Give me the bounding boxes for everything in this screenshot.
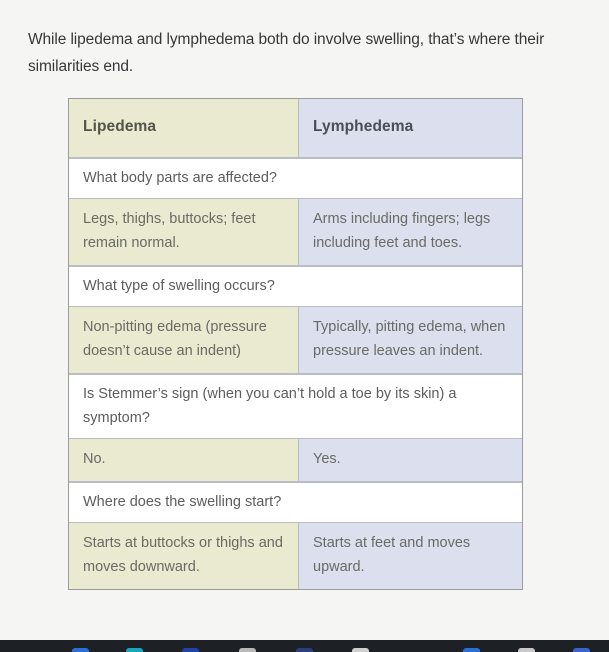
- comparison-table: [68, 98, 523, 590]
- table-header-row: [69, 99, 522, 158]
- question-row: [69, 374, 522, 439]
- taskbar[interactable]: [0, 640, 609, 652]
- taskbar-icon-4[interactable]: [239, 648, 256, 652]
- taskbar-icon-7[interactable]: [463, 648, 480, 652]
- taskbar-icon-strip[interactable]: [0, 648, 609, 652]
- answer-lipedema: Non-pitting edema (pressure doesn’t cause an indent): [69, 307, 299, 373]
- taskbar-icon-3[interactable]: [182, 648, 199, 652]
- question-text: What body parts are affected?: [83, 170, 277, 186]
- answer-lymphedema: Yes.: [299, 439, 522, 481]
- taskbar-icon-5[interactable]: [296, 648, 313, 652]
- answer-lymphedema: Starts at feet and moves upward.: [299, 523, 522, 589]
- question-row: [69, 158, 522, 199]
- table-row: [69, 439, 522, 482]
- question-text: Is Stemmer’s sign (when you can’t hold a toe by its skin) a symptom?: [83, 386, 457, 426]
- question-row: [69, 266, 522, 307]
- answer-lipedema: Legs, thighs, buttocks; feet remain normal.: [69, 199, 299, 265]
- table-row: [69, 199, 522, 266]
- table-row: [69, 307, 522, 374]
- taskbar-icon-8[interactable]: [518, 648, 535, 652]
- column-header-lipedema: Lipedema: [69, 99, 299, 157]
- question-text: What type of swelling occurs?: [83, 278, 275, 294]
- taskbar-icon-6[interactable]: [352, 648, 369, 652]
- answer-lymphedema: Arms including fingers; legs including feet and toes.: [299, 199, 522, 265]
- answer-lipedema: Starts at buttocks or thighs and moves downward.: [69, 523, 299, 589]
- question-row: [69, 482, 522, 523]
- taskbar-icon-1[interactable]: [72, 648, 89, 652]
- column-header-lymphedema: Lymphedema: [299, 99, 522, 157]
- intro-paragraph: While lipedema and lymphedema both do involve swelling, that’s where their similarities end.: [28, 30, 545, 75]
- table-row: [69, 523, 522, 589]
- answer-lymphedema: Typically, pitting edema, when pressure leaves an indent.: [299, 307, 522, 373]
- question-text: Where does the swelling start?: [83, 494, 282, 510]
- taskbar-icon-9[interactable]: [573, 648, 590, 652]
- taskbar-icon-2[interactable]: [126, 648, 143, 652]
- answer-lipedema: No.: [69, 439, 299, 481]
